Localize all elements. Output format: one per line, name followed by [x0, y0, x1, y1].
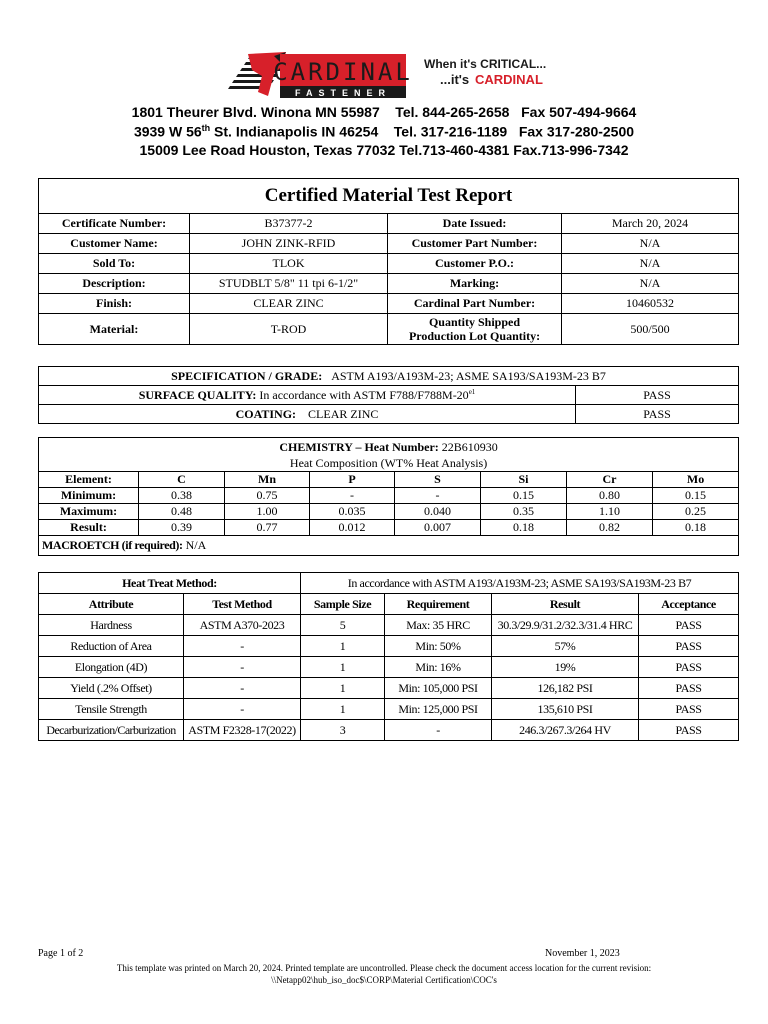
- table-cell: -: [184, 657, 301, 678]
- logo-wordmark: CARDINAL: [273, 58, 413, 86]
- surface-quality-cell: [39, 386, 576, 405]
- table-cell: PASS: [639, 636, 739, 657]
- table-cell: ASTM F2328-17(2022): [184, 720, 301, 741]
- cert-row: [39, 254, 739, 274]
- macroetch-label: MACROETCH (if required):: [42, 538, 183, 552]
- table-cell: PASS: [639, 678, 739, 699]
- column-header: S: [395, 472, 481, 488]
- column-header: Mn: [225, 472, 310, 488]
- row-label: Result:: [39, 520, 139, 536]
- table-cell: 1: [301, 657, 385, 678]
- table-cell: 0.75: [225, 488, 310, 504]
- table-cell: 0.82: [567, 520, 653, 536]
- table-cell: 0.15: [653, 488, 739, 504]
- table-cell: 1.10: [567, 504, 653, 520]
- field-value: N/A: [562, 254, 739, 274]
- cert-row: [39, 234, 739, 254]
- table-cell: 126,182 PSI: [492, 678, 639, 699]
- production-lot-label: Production Lot Quantity:: [408, 329, 541, 343]
- logo-tagline-1: When it's CRITICAL...: [424, 57, 547, 71]
- field-label: Description:: [39, 274, 190, 294]
- logo-tagline-2-prefix: ...it's: [440, 72, 470, 87]
- logo-graphic: [228, 52, 550, 100]
- table-cell: -: [385, 720, 492, 741]
- field-value: N/A: [562, 234, 739, 254]
- table-cell: Min: 16%: [385, 657, 492, 678]
- row-label: Maximum:: [39, 504, 139, 520]
- table-row: [39, 636, 739, 657]
- address-indianapolis: [0, 123, 768, 140]
- quantity-shipped-label: Quantity Shipped: [428, 315, 521, 329]
- address-indy-ordinal: th: [201, 123, 211, 133]
- chemistry-title: CHEMISTRY – Heat Number:: [279, 439, 439, 454]
- page-number: Page 1 of 2: [38, 948, 84, 959]
- spec-grade-value: ASTM A193/A193M-23; ASME SA193/SA193M-23 B7: [331, 368, 606, 383]
- table-cell: 0.39: [139, 520, 225, 536]
- table-row: [39, 520, 739, 536]
- field-value: 500/500: [562, 314, 739, 345]
- field-label: [388, 314, 562, 345]
- table-row: [39, 720, 739, 741]
- heat-treat-header-row: [39, 594, 739, 615]
- table-cell: -: [184, 636, 301, 657]
- field-value: 10460532: [562, 294, 739, 314]
- heat-treat-method-value: In accordance with ASTM A193/A193M-23; ASME SA193/SA193M-23 B7: [301, 573, 739, 594]
- logo-subtitle: FASTENER: [294, 88, 392, 98]
- table-cell: -: [310, 488, 395, 504]
- table-cell: 0.012: [310, 520, 395, 536]
- column-header: Cr: [567, 472, 653, 488]
- table-cell: ASTM A370-2023: [184, 615, 301, 636]
- field-value: T-ROD: [190, 314, 388, 345]
- table-cell: 0.48: [139, 504, 225, 520]
- column-header: Test Method: [184, 594, 301, 615]
- table-cell: Min: 50%: [385, 636, 492, 657]
- table-cell: 0.040: [395, 504, 481, 520]
- address-houston: 15009 Lee Road Houston, Texas 77032 Tel.713-460-4381 Fax.713-996-7342: [139, 142, 629, 158]
- table-row: [39, 657, 739, 678]
- field-value: STUDBLT 5/8" 11 tpi 6-1/2": [190, 274, 388, 294]
- address-indy-street: 3939 W 56: [133, 123, 202, 140]
- coating-cell: [39, 405, 576, 424]
- table-cell: 0.035: [310, 504, 395, 520]
- column-header: Mo: [653, 472, 739, 488]
- cert-row: [39, 294, 739, 314]
- field-label: Marking:: [388, 274, 562, 294]
- table-cell: 0.007: [395, 520, 481, 536]
- table-cell: -: [395, 488, 481, 504]
- table-row: [39, 615, 739, 636]
- macroetch-row: [39, 536, 739, 556]
- field-label: Customer P.O.:: [388, 254, 562, 274]
- chemistry-header: [39, 438, 739, 472]
- table-cell: 3: [301, 720, 385, 741]
- table-cell: Min: 105,000 PSI: [385, 678, 492, 699]
- heat-number: 22B610930: [441, 439, 498, 454]
- column-header: P: [310, 472, 395, 488]
- table-row: [39, 488, 739, 504]
- table-cell: 135,610 PSI: [492, 699, 639, 720]
- field-label: Customer Name:: [39, 234, 190, 254]
- cert-row: [39, 314, 739, 345]
- table-row: [39, 699, 739, 720]
- field-value: B37377-2: [190, 214, 388, 234]
- field-label: Certificate Number:: [39, 214, 190, 234]
- coating-label: COATING:: [235, 406, 297, 421]
- field-label: Customer Part Number:: [388, 234, 562, 254]
- column-header: Acceptance: [639, 594, 739, 615]
- column-header: Element:: [39, 472, 139, 488]
- field-value: TLOK: [190, 254, 388, 274]
- table-cell: PASS: [639, 657, 739, 678]
- chemistry-table: [38, 437, 739, 556]
- table-cell: 57%: [492, 636, 639, 657]
- field-value: March 20, 2024: [562, 214, 739, 234]
- table-cell: PASS: [639, 699, 739, 720]
- surface-quality-result: PASS: [576, 386, 739, 405]
- table-cell: 0.18: [481, 520, 567, 536]
- field-label: Sold To:: [39, 254, 190, 274]
- macroetch-value: N/A: [185, 538, 207, 552]
- coating-value: CLEAR ZINC: [308, 406, 379, 421]
- cert-row: [39, 274, 739, 294]
- table-cell: PASS: [639, 615, 739, 636]
- field-value: CLEAR ZINC: [190, 294, 388, 314]
- template-date: November 1, 2023: [545, 948, 620, 959]
- table-cell: 0.35: [481, 504, 567, 520]
- cert-row: [39, 214, 739, 234]
- table-cell: 5: [301, 615, 385, 636]
- column-header: Sample Size: [301, 594, 385, 615]
- table-cell: 0.38: [139, 488, 225, 504]
- footer-path: \\Netapp02\hub_iso_doc$\CORP\Material Certification\COC's: [271, 975, 497, 985]
- table-cell: 19%: [492, 657, 639, 678]
- chemistry-header-row: [39, 472, 739, 488]
- table-cell: Reduction of Area: [39, 636, 184, 657]
- table-cell: 1: [301, 636, 385, 657]
- spec-grade-row: [39, 367, 739, 386]
- table-cell: 0.15: [481, 488, 567, 504]
- row-label: Minimum:: [39, 488, 139, 504]
- table-cell: 0.80: [567, 488, 653, 504]
- field-label: Cardinal Part Number:: [388, 294, 562, 314]
- heat-treat-method-label: Heat Treat Method:: [39, 573, 301, 594]
- table-cell: Hardness: [39, 615, 184, 636]
- column-header: Si: [481, 472, 567, 488]
- chemistry-subtitle: Heat Composition (WT% Heat Analysis): [289, 455, 488, 470]
- table-cell: 1: [301, 699, 385, 720]
- footer-note: This template was printed on March 20, 2024. Printed template are uncontrolled. Please check the document access location for the current revision:: [116, 963, 652, 973]
- spec-grade-label: SPECIFICATION / GRADE:: [171, 368, 323, 383]
- table-cell: 30.3/29.9/31.2/32.3/31.4 HRC: [492, 615, 639, 636]
- heat-treat-table: [38, 572, 739, 741]
- table-cell: Decarburization/Carburization: [39, 720, 184, 741]
- address-indy-rest: St. Indianapolis IN 46254 Tel. 317-216-1189 Fax 317-280-2500: [210, 123, 635, 140]
- table-cell: 0.25: [653, 504, 739, 520]
- address-winona: 1801 Theurer Blvd. Winona MN 55987 Tel. 844-265-2658 Fax 507-494-9664: [131, 104, 637, 120]
- surface-quality-label: SURFACE QUALITY:: [138, 387, 257, 402]
- table-cell: 0.18: [653, 520, 739, 536]
- column-header: C: [139, 472, 225, 488]
- logo-tagline-2-brand: CARDINAL: [475, 72, 543, 87]
- table-cell: Yield (.2% Offset): [39, 678, 184, 699]
- surface-quality-value: In accordance with ASTM F788/F788M-20: [259, 387, 469, 402]
- field-label: Date Issued:: [388, 214, 562, 234]
- table-row: [39, 678, 739, 699]
- table-cell: -: [184, 678, 301, 699]
- certificate-table: [38, 178, 739, 345]
- coating-result: PASS: [576, 405, 739, 424]
- company-logo: [228, 52, 550, 100]
- table-cell: 246.3/267.3/264 HV: [492, 720, 639, 741]
- report-title: Certified Material Test Report: [39, 179, 739, 214]
- table-cell: -: [184, 699, 301, 720]
- table-cell: Tensile Strength: [39, 699, 184, 720]
- field-label: Finish:: [39, 294, 190, 314]
- surface-quality-sup: e1: [468, 387, 476, 396]
- table-cell: 1: [301, 678, 385, 699]
- field-label: Material:: [39, 314, 190, 345]
- field-value: N/A: [562, 274, 739, 294]
- table-cell: Min: 125,000 PSI: [385, 699, 492, 720]
- field-value: JOHN ZINK-RFID: [190, 234, 388, 254]
- column-header: Attribute: [39, 594, 184, 615]
- column-header: Result: [492, 594, 639, 615]
- table-cell: 0.77: [225, 520, 310, 536]
- specification-table: [38, 366, 739, 424]
- table-cell: PASS: [639, 720, 739, 741]
- table-cell: 1.00: [225, 504, 310, 520]
- column-header: Requirement: [385, 594, 492, 615]
- table-cell: Elongation (4D): [39, 657, 184, 678]
- table-cell: Max: 35 HRC: [385, 615, 492, 636]
- table-row: [39, 504, 739, 520]
